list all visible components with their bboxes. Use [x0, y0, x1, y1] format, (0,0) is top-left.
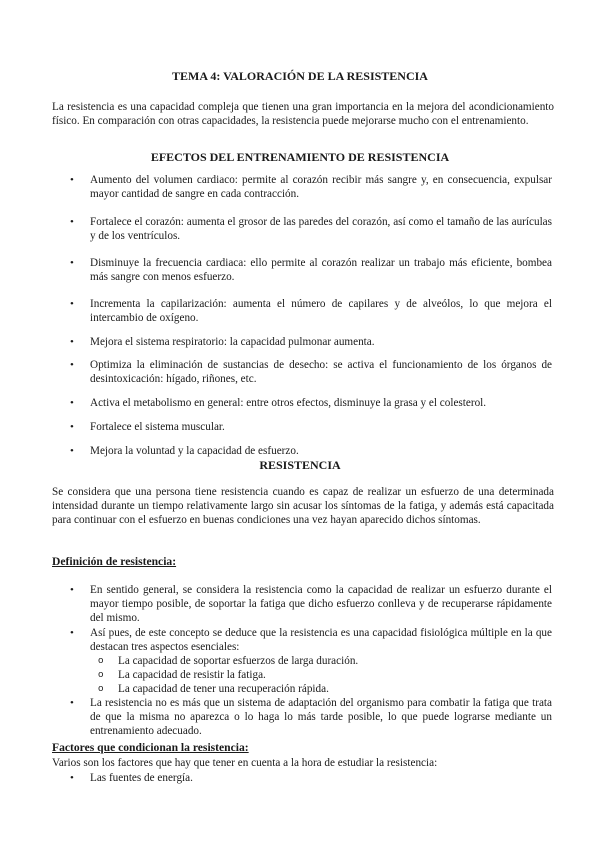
list-item: • Incrementa la capilarización: aumenta el número de capilares y de alveólos, lo que mejora el intercambio de oxígeno. — [70, 298, 552, 324]
circle-bullet-icon: o — [98, 670, 104, 680]
bullet-icon: • — [70, 397, 74, 409]
definition-list — [70, 583, 552, 738]
list-item: • Fortalece el corazón: aumenta el grosor de las paredes del corazón, así como el tamaño de las aurículas y de los ventrículos. — [70, 216, 552, 242]
bullet-icon: • — [70, 772, 74, 784]
factors-heading: Factores que condicionan la resistencia: — [52, 741, 249, 754]
list-item: • Mejora el sistema respiratorio: la capacidad pulmonar aumenta. — [70, 336, 375, 348]
sublist-item: o La capacidad de resistir la fatiga. — [98, 669, 266, 681]
bullet-icon: • — [70, 627, 74, 639]
bullet-icon: • — [70, 697, 74, 709]
bullet-icon: • — [70, 445, 74, 457]
bullet-icon: • — [70, 174, 74, 186]
definition-heading: Definición de resistencia: — [52, 555, 177, 568]
factors-intro: Varios son los factores que hay que tener en cuenta a la hora de estudiar la resistencia: — [52, 757, 438, 769]
bullet-icon: • — [70, 584, 74, 596]
effects-heading: EFECTOS DEL ENTRENAMIENTO DE RESISTENCIA — [150, 150, 450, 164]
list-item: • La resistencia no es más que un sistema de adaptación del organismo para combatir la fatiga que trata de que la misma no aparezca o lo haga lo más tarde posible, lo que puede lograrse mediante un entrenamiento adecuado. — [70, 697, 552, 737]
list-item: • Optimiza la eliminación de sustancias de desecho: se activa el funcionamiento de los órganos de desintoxicación: hígado, riñones, etc. — [70, 359, 552, 385]
bullet-icon: • — [70, 257, 74, 269]
list-item: • Fortalece el sistema muscular. — [70, 421, 225, 433]
resistance-heading: RESISTENCIA — [259, 458, 341, 472]
list-item: • Mejora la voluntad y la capacidad de esfuerzo. — [70, 445, 299, 457]
factors-list — [70, 771, 552, 785]
bullet-icon: • — [70, 336, 74, 348]
list-item: • En sentido general, se considera la resistencia como la capacidad de realizar un esfuerzo durante el mayor tiempo posible, de soportar la fatiga que dicho esfuerzo conlleva y de recuperarse rápidamente del mismo. — [70, 584, 552, 624]
list-item: • Activa el metabolismo en general: entre otros efectos, disminuye la grasa y el colesterol. — [70, 397, 487, 409]
list-item: • Aumento del volumen cardiaco: permite al corazón recibir más sangre y, en consecuencia, expulsar mayor cantidad de sangre en cada contracción. — [70, 174, 552, 200]
bullet-icon: • — [70, 421, 74, 433]
document-title: TEMA 4: VALORACIÓN DE LA RESISTENCIA — [172, 69, 428, 83]
list-item: • Las fuentes de energía. — [70, 772, 193, 784]
sublist-item: o La capacidad de tener una recuperación rápida. — [98, 683, 329, 695]
circle-bullet-icon: o — [98, 656, 104, 666]
resistance-paragraph: Se considera que una persona tiene resistencia cuando es capaz de realizar un esfuerzo de una determinada intensidad durante un tiempo relativamente largo sin acusar los síntomas de la fatiga, y además está capacitada para continuar con el esfuerzo en buenas condiciones una vez hayan aparecido dichos síntomas. — [52, 486, 554, 526]
bullet-icon: • — [70, 359, 74, 371]
bullet-icon: • — [70, 298, 74, 310]
intro-paragraph: La resistencia es una capacidad compleja que tienen una gran importancia en la mejora del acondicionamiento físico. En comparación con otras capacidades, la resistencia puede mejorarse mucho con el entrenamiento. — [52, 101, 554, 127]
aspects-sublist — [90, 654, 552, 696]
sublist-item: o La capacidad de soportar esfuerzos de larga duración. — [98, 655, 359, 667]
effects-list — [70, 173, 552, 468]
list-item: • Así pues, de este concepto se deduce que la resistencia es una capacidad fisiológica múltiple en la que destacan tres aspectos esenciales: o La capacidad de soportar esfuerzos de larga duración. o La capacidad de resistir la fatiga. o La capacidad de tener una recuperación rápida. — [70, 627, 552, 695]
circle-bullet-icon: o — [98, 684, 104, 694]
bullet-icon: • — [70, 216, 74, 228]
list-item: • Disminuye la frecuencia cardiaca: ello permite al corazón realizar un trabajo más eficiente, bombea más sangre con menos esfuerzo. — [70, 257, 552, 283]
